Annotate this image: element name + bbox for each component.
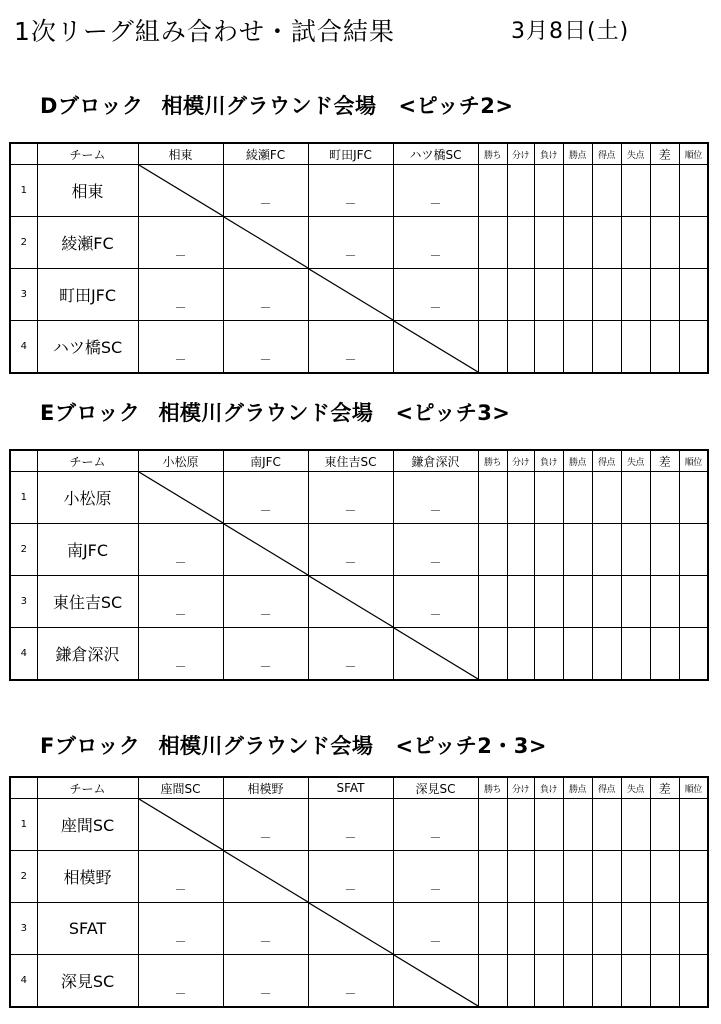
score-cell bbox=[308, 524, 393, 576]
corner-cell bbox=[10, 450, 37, 472]
stat-cell bbox=[592, 472, 621, 524]
score-cell bbox=[138, 851, 223, 903]
score-placeholder: － bbox=[344, 660, 357, 674]
score-placeholder: － bbox=[259, 987, 272, 1001]
stat-cell bbox=[507, 851, 534, 903]
stat-cell bbox=[621, 217, 650, 269]
stat-cell bbox=[679, 799, 708, 851]
self-match-cell bbox=[138, 799, 223, 851]
stat-cell bbox=[478, 524, 507, 576]
score-placeholder: － bbox=[429, 301, 442, 315]
match-date: 3月8日(土) bbox=[511, 19, 630, 44]
score-cell bbox=[223, 576, 308, 628]
stat-cell bbox=[534, 165, 563, 217]
stat-cell bbox=[621, 321, 650, 374]
table-row bbox=[10, 321, 708, 374]
table-row bbox=[10, 799, 708, 851]
score-cell bbox=[308, 799, 393, 851]
score-cell bbox=[223, 269, 308, 321]
score-cell bbox=[308, 955, 393, 1008]
stat-cell bbox=[679, 903, 708, 955]
table-row bbox=[10, 903, 708, 955]
score-placeholder: － bbox=[344, 353, 357, 367]
team-name: 町田JFC bbox=[37, 269, 138, 321]
self-match-cell bbox=[308, 269, 393, 321]
stat-column-header: 失点 bbox=[621, 450, 650, 472]
stat-cell bbox=[621, 165, 650, 217]
stat-column-header: 分け bbox=[507, 450, 534, 472]
score-cell bbox=[393, 799, 478, 851]
stat-cell bbox=[621, 524, 650, 576]
diagonal-line bbox=[394, 955, 478, 1006]
stat-cell bbox=[592, 269, 621, 321]
self-match-cell bbox=[223, 524, 308, 576]
stat-cell bbox=[621, 269, 650, 321]
score-cell bbox=[223, 321, 308, 374]
diagonal-line bbox=[394, 628, 478, 679]
score-placeholder: － bbox=[174, 660, 187, 674]
stat-cell bbox=[679, 165, 708, 217]
row-number: 3 bbox=[10, 903, 37, 955]
block-venue: 相模川グラウンド会場 bbox=[158, 401, 374, 425]
score-cell bbox=[138, 321, 223, 374]
block-pitch: <ピッチ3> bbox=[395, 401, 511, 425]
row-number: 4 bbox=[10, 955, 37, 1008]
stat-cell bbox=[650, 903, 679, 955]
stat-cell bbox=[534, 321, 563, 374]
stat-column-header: 差 bbox=[650, 777, 679, 799]
table-row bbox=[10, 165, 708, 217]
stat-cell bbox=[592, 851, 621, 903]
score-placeholder: － bbox=[259, 301, 272, 315]
score-cell bbox=[223, 799, 308, 851]
score-placeholder: － bbox=[429, 249, 442, 263]
score-placeholder: － bbox=[344, 249, 357, 263]
stat-cell bbox=[507, 955, 534, 1008]
stat-cell bbox=[563, 321, 592, 374]
stat-cell bbox=[563, 165, 592, 217]
score-placeholder: － bbox=[259, 197, 272, 211]
stat-cell bbox=[563, 851, 592, 903]
block-heading bbox=[40, 397, 510, 427]
score-placeholder: － bbox=[429, 197, 442, 211]
score-placeholder: － bbox=[344, 831, 357, 845]
score-placeholder: － bbox=[344, 556, 357, 570]
team-name: 座間SC bbox=[37, 799, 138, 851]
score-placeholder: － bbox=[429, 935, 442, 949]
diagonal-line bbox=[139, 799, 223, 850]
opponent-column-header: 深見SC bbox=[393, 777, 478, 799]
block-pitch: <ピッチ2> bbox=[398, 94, 514, 118]
score-placeholder: － bbox=[259, 660, 272, 674]
stat-cell bbox=[650, 472, 679, 524]
team-column-header: チーム bbox=[37, 450, 138, 472]
score-placeholder: － bbox=[259, 935, 272, 949]
team-name: 小松原 bbox=[37, 472, 138, 524]
stat-cell bbox=[478, 321, 507, 374]
stat-cell bbox=[563, 576, 592, 628]
score-cell bbox=[308, 321, 393, 374]
stat-cell bbox=[563, 217, 592, 269]
stat-cell bbox=[534, 217, 563, 269]
stat-cell bbox=[507, 217, 534, 269]
score-placeholder: － bbox=[174, 935, 187, 949]
stat-cell bbox=[621, 576, 650, 628]
self-match-cell bbox=[393, 321, 478, 374]
block-name: Fブロック bbox=[40, 734, 141, 758]
score-cell bbox=[223, 628, 308, 681]
score-placeholder: － bbox=[174, 556, 187, 570]
stat-column-header: 勝点 bbox=[563, 450, 592, 472]
opponent-column-header: 座間SC bbox=[138, 777, 223, 799]
row-number: 3 bbox=[10, 576, 37, 628]
score-cell bbox=[308, 165, 393, 217]
stat-cell bbox=[563, 903, 592, 955]
table-row bbox=[10, 851, 708, 903]
stat-cell bbox=[650, 955, 679, 1008]
block-venue: 相模川グラウンド会場 bbox=[158, 734, 374, 758]
score-cell bbox=[308, 628, 393, 681]
team-name: SFAT bbox=[37, 903, 138, 955]
row-number: 3 bbox=[10, 269, 37, 321]
stat-column-header: 勝ち bbox=[478, 143, 507, 165]
stat-column-header: 失点 bbox=[621, 777, 650, 799]
stat-cell bbox=[679, 321, 708, 374]
stat-cell bbox=[563, 524, 592, 576]
stat-cell bbox=[621, 799, 650, 851]
opponent-column-header: 東住吉SC bbox=[308, 450, 393, 472]
diagonal-line bbox=[309, 903, 393, 954]
stat-cell bbox=[534, 903, 563, 955]
stat-cell bbox=[650, 628, 679, 681]
table-row bbox=[10, 628, 708, 681]
score-placeholder: － bbox=[174, 249, 187, 263]
stat-cell bbox=[592, 955, 621, 1008]
score-placeholder: － bbox=[259, 608, 272, 622]
stat-cell bbox=[507, 524, 534, 576]
score-cell bbox=[138, 576, 223, 628]
team-name: 相模野 bbox=[37, 851, 138, 903]
stat-cell bbox=[621, 851, 650, 903]
stat-cell bbox=[534, 576, 563, 628]
score-placeholder: － bbox=[174, 608, 187, 622]
stat-cell bbox=[563, 472, 592, 524]
stat-cell bbox=[507, 903, 534, 955]
score-placeholder: － bbox=[344, 987, 357, 1001]
table-row bbox=[10, 576, 708, 628]
team-name: 綾瀬FC bbox=[37, 217, 138, 269]
table-header-row bbox=[10, 143, 708, 165]
opponent-column-header: 町田JFC bbox=[308, 143, 393, 165]
stat-column-header: 差 bbox=[650, 450, 679, 472]
table-row bbox=[10, 524, 708, 576]
score-cell bbox=[138, 524, 223, 576]
score-cell bbox=[138, 955, 223, 1008]
stat-cell bbox=[478, 851, 507, 903]
self-match-cell bbox=[393, 628, 478, 681]
opponent-column-header: 南JFC bbox=[223, 450, 308, 472]
stat-column-header: 順位 bbox=[679, 450, 708, 472]
stat-cell bbox=[621, 903, 650, 955]
score-cell bbox=[138, 903, 223, 955]
stat-column-header: 得点 bbox=[592, 777, 621, 799]
stat-cell bbox=[563, 955, 592, 1008]
stat-cell bbox=[592, 524, 621, 576]
stat-column-header: 負け bbox=[534, 450, 563, 472]
stat-cell bbox=[679, 269, 708, 321]
diagonal-line bbox=[309, 269, 393, 320]
stat-cell bbox=[563, 269, 592, 321]
stat-cell bbox=[679, 524, 708, 576]
score-placeholder: － bbox=[344, 883, 357, 897]
score-placeholder: － bbox=[259, 831, 272, 845]
stat-cell bbox=[679, 628, 708, 681]
score-placeholder: － bbox=[429, 504, 442, 518]
stat-cell bbox=[650, 165, 679, 217]
stat-cell bbox=[679, 217, 708, 269]
score-cell bbox=[138, 269, 223, 321]
stat-column-header: 順位 bbox=[679, 143, 708, 165]
stat-cell bbox=[534, 628, 563, 681]
stat-cell bbox=[534, 851, 563, 903]
score-placeholder: － bbox=[429, 556, 442, 570]
stat-cell bbox=[534, 524, 563, 576]
score-cell bbox=[393, 217, 478, 269]
block-venue: 相模川グラウンド会場 bbox=[161, 94, 377, 118]
row-number: 2 bbox=[10, 524, 37, 576]
stat-cell bbox=[534, 269, 563, 321]
diagonal-line bbox=[394, 321, 478, 372]
score-placeholder: － bbox=[174, 883, 187, 897]
league-table bbox=[9, 776, 709, 1008]
stat-cell bbox=[621, 628, 650, 681]
score-cell bbox=[393, 524, 478, 576]
block-pitch: <ピッチ2・3> bbox=[395, 734, 548, 758]
stat-column-header: 差 bbox=[650, 143, 679, 165]
diagonal-line bbox=[224, 217, 308, 268]
opponent-column-header: ハツ橋SC bbox=[393, 143, 478, 165]
score-cell bbox=[308, 472, 393, 524]
team-column-header: チーム bbox=[37, 143, 138, 165]
block-name: Eブロック bbox=[40, 401, 141, 425]
team-name: 深見SC bbox=[37, 955, 138, 1008]
score-placeholder: － bbox=[174, 301, 187, 315]
self-match-cell bbox=[308, 576, 393, 628]
row-number: 2 bbox=[10, 217, 37, 269]
team-name: 東住吉SC bbox=[37, 576, 138, 628]
stat-cell bbox=[534, 955, 563, 1008]
score-cell bbox=[308, 851, 393, 903]
table-row bbox=[10, 472, 708, 524]
opponent-column-header: 綾瀬FC bbox=[223, 143, 308, 165]
self-match-cell bbox=[308, 903, 393, 955]
diagonal-line bbox=[224, 851, 308, 902]
stat-cell bbox=[679, 851, 708, 903]
self-match-cell bbox=[223, 217, 308, 269]
stat-cell bbox=[621, 955, 650, 1008]
stat-cell bbox=[478, 269, 507, 321]
stat-cell bbox=[592, 165, 621, 217]
stat-cell bbox=[679, 472, 708, 524]
opponent-column-header: 相東 bbox=[138, 143, 223, 165]
score-placeholder: － bbox=[259, 504, 272, 518]
stat-cell bbox=[507, 165, 534, 217]
stat-cell bbox=[507, 321, 534, 374]
stat-cell bbox=[650, 217, 679, 269]
stat-cell bbox=[679, 955, 708, 1008]
stat-cell bbox=[478, 472, 507, 524]
opponent-column-header: 小松原 bbox=[138, 450, 223, 472]
stat-cell bbox=[534, 799, 563, 851]
self-match-cell bbox=[138, 165, 223, 217]
team-name: 鎌倉深沢 bbox=[37, 628, 138, 681]
score-cell bbox=[138, 628, 223, 681]
score-placeholder: － bbox=[429, 883, 442, 897]
self-match-cell bbox=[393, 955, 478, 1008]
team-name: 南JFC bbox=[37, 524, 138, 576]
row-number: 4 bbox=[10, 321, 37, 374]
stat-cell bbox=[592, 903, 621, 955]
stat-cell bbox=[592, 321, 621, 374]
diagonal-line bbox=[139, 472, 223, 523]
stat-cell bbox=[507, 628, 534, 681]
stat-column-header: 負け bbox=[534, 777, 563, 799]
block-heading bbox=[40, 90, 513, 120]
stat-column-header: 勝ち bbox=[478, 777, 507, 799]
score-placeholder: － bbox=[429, 608, 442, 622]
stat-cell bbox=[507, 799, 534, 851]
diagonal-line bbox=[224, 524, 308, 575]
opponent-column-header: SFAT bbox=[308, 777, 393, 799]
league-table bbox=[9, 449, 709, 681]
stat-cell bbox=[592, 628, 621, 681]
block-heading bbox=[40, 730, 547, 760]
stat-cell bbox=[478, 628, 507, 681]
table-row bbox=[10, 269, 708, 321]
corner-cell bbox=[10, 143, 37, 165]
stat-column-header: 得点 bbox=[592, 143, 621, 165]
self-match-cell bbox=[138, 472, 223, 524]
stat-cell bbox=[679, 576, 708, 628]
stat-column-header: 失点 bbox=[621, 143, 650, 165]
stat-cell bbox=[478, 903, 507, 955]
score-cell bbox=[223, 903, 308, 955]
score-cell bbox=[393, 851, 478, 903]
stat-cell bbox=[592, 217, 621, 269]
stat-cell bbox=[478, 217, 507, 269]
stat-column-header: 勝点 bbox=[563, 143, 592, 165]
team-name: ハツ橋SC bbox=[37, 321, 138, 374]
score-placeholder: － bbox=[174, 987, 187, 1001]
stat-cell bbox=[650, 269, 679, 321]
score-placeholder: － bbox=[344, 504, 357, 518]
score-cell bbox=[393, 472, 478, 524]
score-placeholder: － bbox=[429, 831, 442, 845]
stat-column-header: 分け bbox=[507, 143, 534, 165]
table-header-row bbox=[10, 777, 708, 799]
table-row bbox=[10, 955, 708, 1008]
opponent-column-header: 相模野 bbox=[223, 777, 308, 799]
score-cell bbox=[393, 576, 478, 628]
corner-cell bbox=[10, 777, 37, 799]
score-cell bbox=[393, 269, 478, 321]
stat-cell bbox=[478, 799, 507, 851]
stat-cell bbox=[621, 472, 650, 524]
table-header-row bbox=[10, 450, 708, 472]
stat-cell bbox=[507, 472, 534, 524]
block-name: Dブロック bbox=[40, 94, 144, 118]
row-number: 4 bbox=[10, 628, 37, 681]
stat-column-header: 勝点 bbox=[563, 777, 592, 799]
table-row bbox=[10, 217, 708, 269]
diagonal-line bbox=[139, 165, 223, 216]
row-number: 1 bbox=[10, 165, 37, 217]
score-cell bbox=[223, 472, 308, 524]
stat-cell bbox=[592, 799, 621, 851]
stat-cell bbox=[650, 576, 679, 628]
page-title: 1次リーグ組み合わせ・試合結果 bbox=[14, 17, 395, 46]
stat-column-header: 分け bbox=[507, 777, 534, 799]
diagonal-line bbox=[309, 576, 393, 627]
score-cell bbox=[223, 165, 308, 217]
team-column-header: チーム bbox=[37, 777, 138, 799]
league-table bbox=[9, 142, 709, 374]
score-placeholder: － bbox=[344, 197, 357, 211]
self-match-cell bbox=[223, 851, 308, 903]
stat-column-header: 勝ち bbox=[478, 450, 507, 472]
row-number: 2 bbox=[10, 851, 37, 903]
row-number: 1 bbox=[10, 472, 37, 524]
stat-cell bbox=[478, 165, 507, 217]
stat-cell bbox=[478, 955, 507, 1008]
stat-cell bbox=[563, 799, 592, 851]
stat-column-header: 順位 bbox=[679, 777, 708, 799]
stat-cell bbox=[563, 628, 592, 681]
score-cell bbox=[138, 217, 223, 269]
score-cell bbox=[223, 955, 308, 1008]
score-cell bbox=[393, 165, 478, 217]
score-placeholder: － bbox=[259, 353, 272, 367]
stat-cell bbox=[650, 851, 679, 903]
score-cell bbox=[308, 217, 393, 269]
stat-cell bbox=[650, 321, 679, 374]
row-number: 1 bbox=[10, 799, 37, 851]
stat-cell bbox=[592, 576, 621, 628]
opponent-column-header: 鎌倉深沢 bbox=[393, 450, 478, 472]
stat-column-header: 負け bbox=[534, 143, 563, 165]
score-cell bbox=[393, 903, 478, 955]
score-placeholder: － bbox=[174, 353, 187, 367]
team-name: 相東 bbox=[37, 165, 138, 217]
stat-cell bbox=[507, 576, 534, 628]
stat-cell bbox=[650, 524, 679, 576]
stat-cell bbox=[507, 269, 534, 321]
stat-cell bbox=[534, 472, 563, 524]
stat-column-header: 得点 bbox=[592, 450, 621, 472]
stat-cell bbox=[650, 799, 679, 851]
stat-cell bbox=[478, 576, 507, 628]
